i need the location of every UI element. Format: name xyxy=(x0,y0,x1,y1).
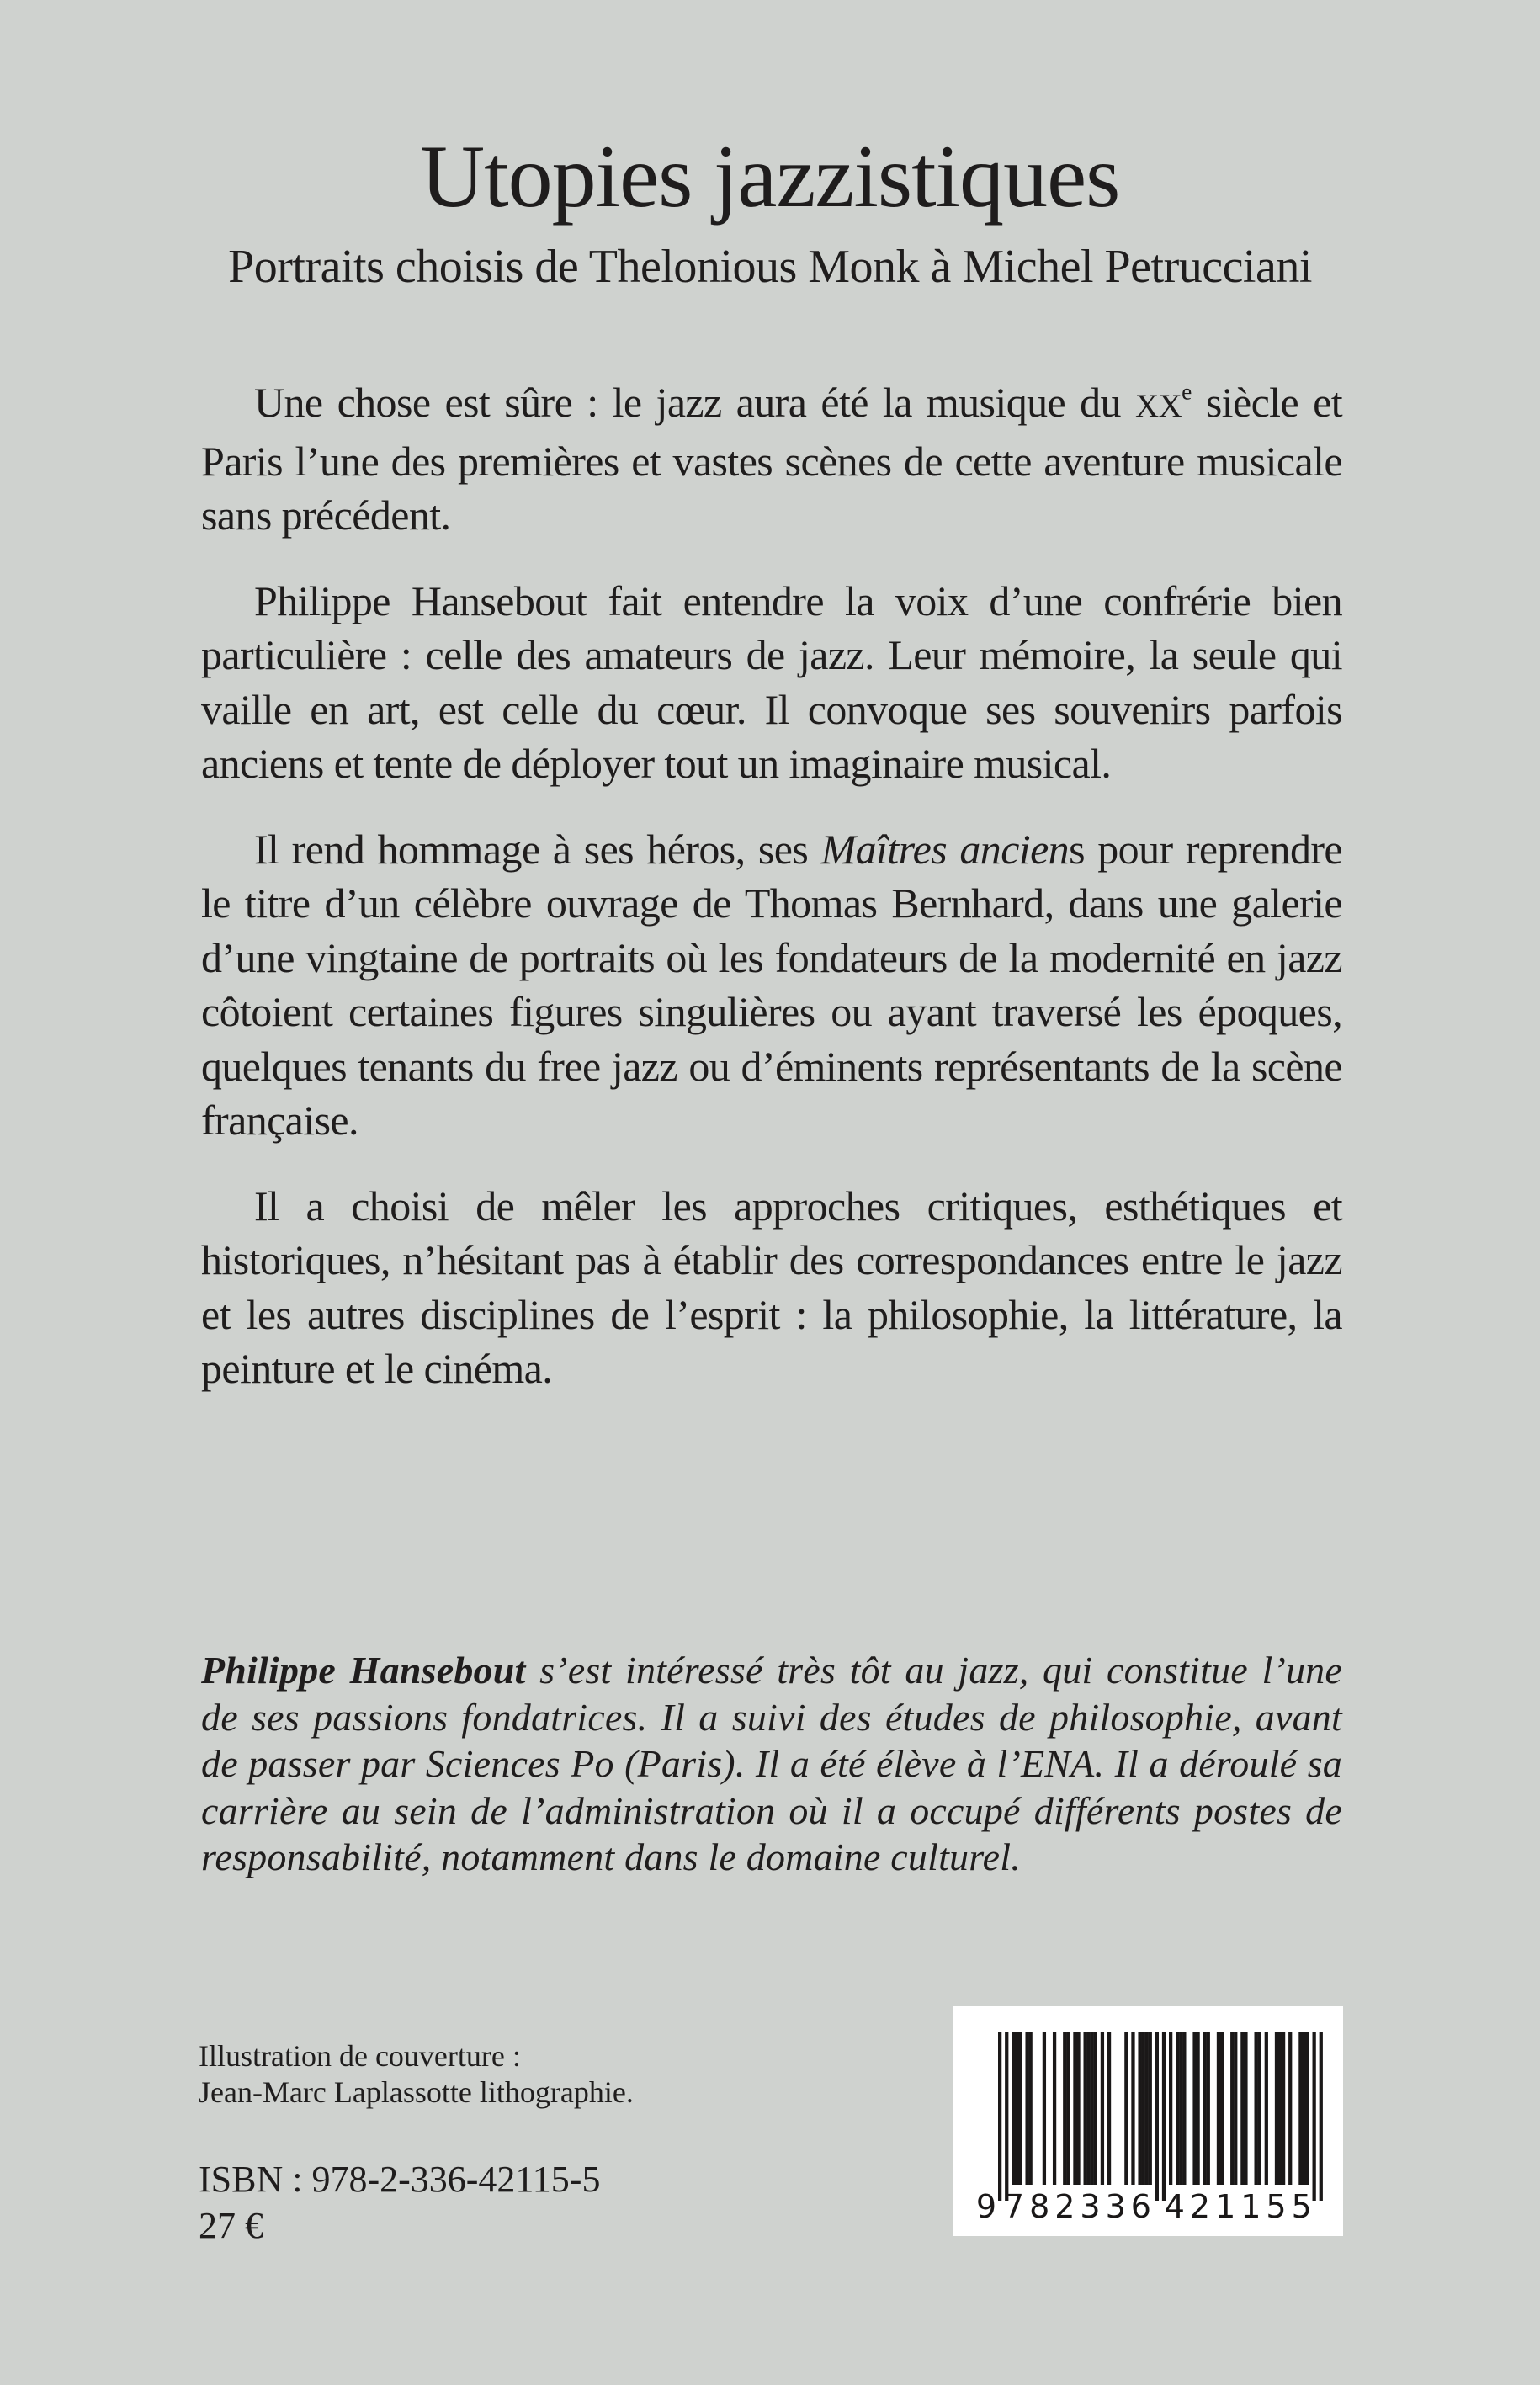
publication-info xyxy=(199,2156,600,2249)
author-bio xyxy=(201,1647,1342,1881)
credits-artist: Jean-Marc Laplassotte lithographie. xyxy=(199,2075,634,2109)
century-numeral: XX xyxy=(1135,388,1182,424)
svg-text:421155: 421155 xyxy=(1164,2188,1317,2225)
author-name: Philippe Hansebout xyxy=(201,1649,526,1692)
book-title: Utopies jazzistiques xyxy=(420,127,1120,226)
credits-label: Illustration de couverture : xyxy=(199,2039,521,2073)
blurb-text: siècle et Paris l’une des premières et vastes scènes de cette aventure musicale sans précédent. xyxy=(201,379,1342,539)
author-bio-text: s’est intéressé très tôt au jazz, qui constitue l’une de ses passions fondatrices. Il a suivi des études de philosophie, avant de passer par Sciences Po (Paris). Il a été élève à l’ENA. Il a déroulé sa carrière au sein de l’administration où il a occupé différents postes de responsabilité, notamment dans le domaine culturel. xyxy=(201,1649,1342,1878)
svg-text:9: 9 xyxy=(975,2188,997,2225)
century-superscript: e xyxy=(1182,378,1192,405)
svg-text:782336: 782336 xyxy=(1003,2188,1156,2225)
blurb-paragraph-4: Il a choisi de mêler les approches critiques, esthétiques et historiques, n’hésitant pas à établir des correspondances entre le jazz et les autres disciplines de l’esprit : la philosophie, la littérature, la peinture et le cinéma. xyxy=(201,1182,1342,1392)
barcode-icon xyxy=(953,2006,1343,2236)
blurb xyxy=(201,375,1342,1427)
isbn-barcode xyxy=(953,2006,1343,2236)
blurb-text: s pour reprendre le titre d’un célèbre ouvrage de Thomas Bernhard, dans une galerie d’une vingtaine de portraits où les fondateurs de la modernité en jazz côtoient certaines figures singulières ou ayant traversé les époques, quelques tenants du free jazz ou d’éminents représentants de la scène française. xyxy=(201,825,1342,1144)
blurb-text: Une chose est sûre : le jazz aura été la musique du xyxy=(254,379,1136,426)
blurb-paragraph-2: Philippe Hansebout fait entendre la voix d’une confrérie bien particulière : celle des amateurs de jazz. Leur mémoire, la seule qui vaille en art, est celle du cœur. Il convoque ses souvenirs parfois anciens et tente de déployer tout un imaginaire musical. xyxy=(201,576,1342,787)
isbn: ISBN : 978-2-336-42115-5 xyxy=(199,2159,601,2200)
blurb-text: Il rend hommage à ses héros, ses xyxy=(254,825,821,873)
blurb-paragraph-1 xyxy=(201,375,1342,543)
cited-work-title: Maîtres ancien xyxy=(820,825,1070,873)
blurb-paragraph-3 xyxy=(201,822,1342,1148)
illustration-credits xyxy=(199,2038,634,2111)
book-subtitle: Portraits choisis de Thelonious Monk à Michel Petrucciani xyxy=(228,241,1312,293)
price: 27 € xyxy=(199,2205,263,2246)
